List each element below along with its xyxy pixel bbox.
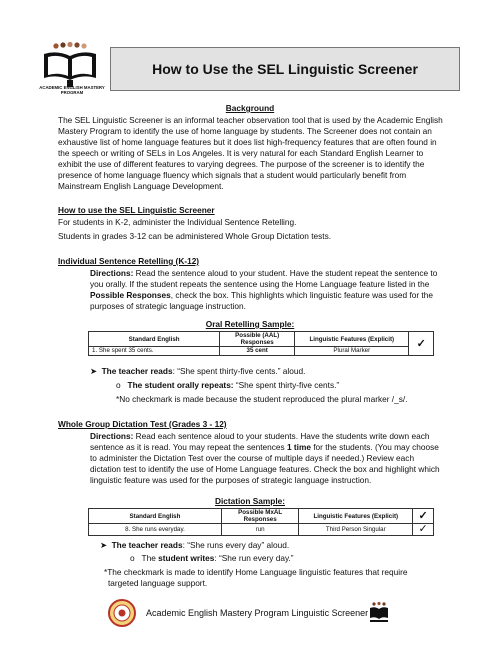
- howto-line: For students in K-2, administer the Individual Sentence Retelling.: [58, 217, 297, 227]
- background-line: exhibit the use of different features to varying degrees. The purpose of the screener is to identify the: [58, 158, 425, 169]
- background-line: Mainstream English Language Development.: [58, 180, 224, 191]
- student-text: : “She run every day.”: [214, 553, 294, 563]
- howto-line: Students in grades 3-12 can be administered Whole Group Dictation tests.: [58, 230, 332, 241]
- student-writes-line: [130, 553, 294, 564]
- teacher-text: : “She runs every day” aloud.: [182, 540, 290, 550]
- directions-bold: 1 time: [286, 441, 311, 452]
- student-repeats-line: [116, 380, 339, 391]
- directions-text: for the students. (You may choose: [310, 441, 439, 452]
- directions-text: sentence as it is read. You may repeat the sentences: [90, 441, 287, 452]
- table-header-row: [89, 509, 434, 524]
- table-cell: Third Person Singular: [299, 524, 413, 536]
- retelling-directions: [90, 268, 480, 312]
- directions-text: you orally. If the student repeats the sentence using the Home Language feature listed in the: [90, 278, 430, 289]
- arrow-bullet-icon: ➤: [100, 540, 112, 550]
- retelling-heading: Individual Sentence Retelling (K-12): [58, 256, 200, 266]
- student-label: student writes: [158, 553, 215, 563]
- column-header: Possible MxAL Responses: [221, 509, 298, 524]
- circle-bullet-icon: o: [116, 380, 128, 390]
- title-banner: [110, 47, 460, 91]
- background-heading: Background: [225, 103, 275, 113]
- oral-sample-table: [88, 331, 434, 356]
- directions-text: , check the box. This highlights which linguistic feature was used for the: [170, 289, 433, 300]
- checkmark-icon: ✓: [418, 510, 428, 523]
- dictation-directions: [90, 431, 480, 486]
- dictation-sample-title: Dictation Sample:: [214, 496, 286, 506]
- student-text: The: [141, 553, 159, 563]
- table-row: [89, 524, 434, 536]
- table-cell: 8. She runs everyday.: [89, 524, 222, 536]
- background-line: exhaustive list of home language features but it does list high-frequency features that are often found in: [58, 136, 437, 147]
- note-text: *The checkmark is made to identify Home Language linguistic features that require: [104, 567, 408, 577]
- background-line: The SEL Linguistic Screener is an informal teacher observation tool that is used by the Academic English: [58, 115, 443, 125]
- arrow-bullet-icon: ➤: [90, 366, 102, 376]
- directions-label: Directions:: [90, 268, 134, 278]
- checkbox-cell[interactable]: [409, 332, 434, 356]
- column-header: Linguistic Features (Explicit): [295, 332, 409, 347]
- circle-bullet-icon: o: [130, 553, 142, 563]
- table-cell: 1. She spent 35 cents.: [89, 347, 220, 356]
- directions-text: purposes of strategic language instruction.: [90, 300, 246, 311]
- teacher-label: The teacher reads: [101, 366, 173, 376]
- table-cell: run: [221, 524, 298, 536]
- logo-caption: ACADEMIC ENGLISH MASTERY PROGRAM: [39, 85, 105, 95]
- teacher-label: The teacher reads: [111, 540, 183, 550]
- dictation-note: [104, 567, 484, 589]
- howto-text: [58, 217, 331, 242]
- column-header: Possible (AAL) Responses: [220, 332, 295, 347]
- directions-text: linguistic feature was used for the purposes of strategic language instruction.: [90, 474, 372, 485]
- checkbox-cell[interactable]: [413, 524, 434, 536]
- checkbox-cell[interactable]: [413, 509, 434, 524]
- background-paragraph: [58, 115, 478, 192]
- directions-text: Read the sentence aloud to your student. Have the student repeat the sentence to: [133, 268, 438, 278]
- table-row: [89, 347, 434, 356]
- directions-bold: Possible Responses: [90, 289, 171, 300]
- dictation-sample-table: [88, 508, 434, 536]
- column-header: Linguistic Features (Explicit): [299, 509, 413, 524]
- teacher-reads-line: [90, 366, 305, 377]
- page-title: How to Use the SEL Linguistic Screener: [152, 60, 418, 77]
- howto-heading: How to use the SEL Linguistic Screener: [58, 205, 215, 215]
- directions-text: dictation test to identify the use of Home Language features. Check the box and highlight which: [90, 463, 440, 474]
- teacher-reads-line: [100, 540, 289, 551]
- footer-logo-icon: [368, 601, 390, 625]
- note-text: targeted language support.: [108, 577, 208, 588]
- column-header: Standard English: [89, 332, 220, 347]
- teacher-text: : “She spent thirty-five cents.” aloud.: [172, 366, 306, 376]
- directions-text: Read each sentence aloud to your students. Have the students write down each: [133, 431, 430, 441]
- checkmark-icon: ✓: [416, 337, 426, 350]
- table-header-row: [89, 332, 434, 347]
- background-line: Mastery Program to identify the use of home language by students. The Screener does not contain an: [58, 125, 432, 136]
- directions-text: to administer the Dictation Test over the course of multiple days if needed.) Review each: [90, 452, 415, 463]
- retelling-note: *No checkmark is made because the student reproduced the plural marker /_s/.: [116, 394, 408, 404]
- checkmark-icon: ✓: [418, 523, 428, 536]
- background-line: presence of home language fluency which signals that a student would particularly benefit from: [58, 169, 407, 180]
- directions-label: Directions:: [90, 431, 134, 441]
- oral-sample-title: Oral Retelling Sample:: [205, 319, 295, 329]
- district-seal-icon: [108, 599, 136, 627]
- table-cell: Plural Marker: [295, 347, 409, 356]
- student-label: The student orally repeats:: [127, 380, 234, 390]
- background-line: the speech or writing of SELs in Los Angeles. It is very natural for each Standard English Learner to: [58, 147, 424, 158]
- student-text: “She spent thirty-five cents.”: [233, 380, 340, 390]
- footer-text: Academic English Mastery Program Linguistic Screener: [146, 608, 369, 618]
- table-cell: 35 cent: [220, 347, 295, 356]
- column-header: Standard English: [89, 509, 222, 524]
- dictation-heading: Whole Group Dictation Test (Grades 3 - 12): [58, 419, 227, 429]
